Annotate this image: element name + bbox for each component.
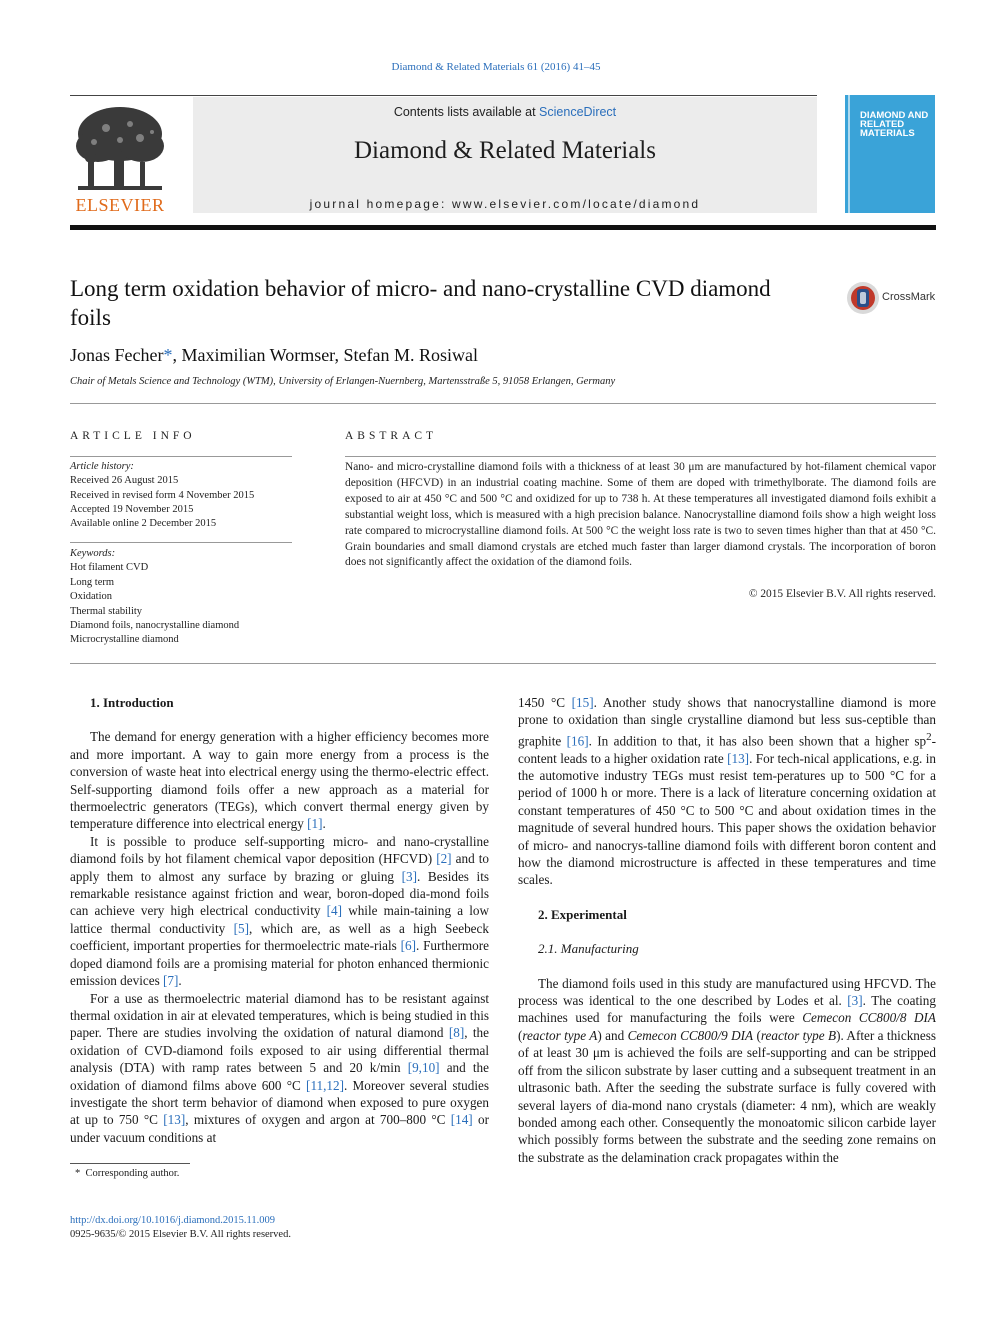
text: It is possible to produce self-supporting micro- and nano-crystalline diamond foils by hot filament chemical vapor deposition (HFCVD) bbox=[70, 833, 489, 867]
citation-link[interactable]: [7] bbox=[163, 973, 179, 989]
footnote-mark: * bbox=[75, 1168, 81, 1179]
text: . Another study shows that nanocrystalline diamond is more prone to oxidation than single crystalline diamond but less sus-ceptible than graphite bbox=[518, 695, 936, 749]
journal-cover-thumbnail[interactable] bbox=[845, 95, 935, 213]
crossmark-label: CrossMark bbox=[882, 291, 936, 303]
elsevier-wordmark: ELSEVIER bbox=[75, 195, 165, 215]
article-info-rule bbox=[70, 456, 292, 457]
citation-link[interactable]: [3] bbox=[401, 868, 418, 884]
subsection-heading-manufacturing: 2.1. Manufacturing bbox=[538, 941, 639, 957]
journal-title: Diamond & Related Materials bbox=[353, 137, 656, 164]
homepage-url-link[interactable]: www.elsevier.com/locate/diamond bbox=[452, 197, 701, 211]
text: ( bbox=[753, 1027, 761, 1043]
citation-link[interactable]: [3] bbox=[847, 993, 863, 1009]
citation-link[interactable]: [9,10] bbox=[407, 1060, 440, 1076]
section-heading-introduction: 1. Introduction bbox=[90, 695, 174, 710]
text: Cemecon CC800/9 DIA bbox=[627, 1027, 754, 1043]
crossmark-icon bbox=[846, 280, 880, 316]
journal-reference-link[interactable]: Diamond & Related Materials 61 (2016) 41–45 bbox=[391, 61, 601, 73]
paragraph bbox=[70, 728, 489, 832]
abstract-rule bbox=[345, 456, 936, 457]
paragraph bbox=[518, 694, 936, 889]
text: . In addition to that, it has also been shown that a higher sp bbox=[588, 733, 927, 749]
keywords bbox=[70, 547, 310, 648]
keyword: Microcrystalline diamond bbox=[70, 634, 179, 646]
citation-link[interactable]: [2] bbox=[436, 851, 452, 867]
text: . Furthermore doped diamond foils are a promising material for photon enhanced thermionic emission devices bbox=[70, 938, 489, 989]
co-authors: , Maximilian Wormser, Stefan M. Rosiwal bbox=[172, 345, 478, 365]
cover-stripe bbox=[848, 95, 850, 213]
keywords-label: Keywords: bbox=[70, 548, 116, 559]
text: . The coating machines used for manufacturing the foils were bbox=[518, 993, 936, 1026]
text: ) and bbox=[597, 1027, 628, 1043]
text: For a use as thermoelectric material diamond has to be resistant against thermal oxidation in air at elevated temperatures, which is being studied in this paper. There are studies involving the oxidation of natural diamond bbox=[70, 990, 489, 1041]
text: ). After a thickness of at least 30 μm is achieved the foils are self-supporting and can be stripped off from the silicon substrate by laser cutting and a subsequent treatment in an ultrasonic bath. After the seeding the substrate surface is fully covered with several layers of dia-mond nano crystals (diameter: 4 nm), which are weakly bonded among each other. Consequently the monoatomic silicon carbide layer which possibly forms between the substrate and the seeding zone remains on the substrate as the delamination crack propagates within the bbox=[518, 1027, 936, 1165]
sciencedirect-link[interactable]: ScienceDirect bbox=[539, 105, 617, 119]
text: . Besides its remarkable resistance against friction and wear, boron-doped dia-mond foils can achieve very high electrical conductivity bbox=[70, 868, 489, 919]
header-bottom-rule bbox=[70, 225, 936, 230]
text: reactor type B bbox=[760, 1027, 837, 1043]
history-online: Available online 2 December 2015 bbox=[70, 518, 217, 530]
abstract-heading: ABSTRACT bbox=[345, 430, 438, 442]
paragraph bbox=[70, 833, 489, 990]
cover-title: DIAMOND AND RELATED MATERIALS bbox=[860, 110, 929, 139]
homepage-prefix: journal homepage: bbox=[309, 197, 453, 211]
doi-link[interactable]: http://dx.doi.org/10.1016/j.diamond.2015.11.009 bbox=[70, 1215, 276, 1226]
affiliation: Chair of Metals Science and Technology (WTM), University of Erlangen-Nuernberg, Martensstraße 5, 91058 Erlangen, Germany bbox=[70, 376, 616, 387]
author-list bbox=[70, 345, 478, 366]
footnote-text: Corresponding author. bbox=[85, 1168, 180, 1179]
citation-link[interactable]: [8] bbox=[448, 1025, 465, 1041]
citation-link[interactable]: [14] bbox=[450, 1112, 473, 1128]
paragraph bbox=[518, 975, 936, 1166]
text: . bbox=[322, 816, 326, 832]
keyword: Diamond foils, nanocrystalline diamond bbox=[70, 620, 240, 632]
text: and to apply them to almost any surface by brazing or gluing bbox=[70, 851, 489, 884]
keywords-rule bbox=[70, 542, 292, 543]
header-rule bbox=[70, 95, 817, 96]
citation-link[interactable]: [13] bbox=[727, 750, 750, 766]
text: and the oxidation of diamond films above 600 °C bbox=[70, 1060, 489, 1093]
superscript: 2 bbox=[926, 730, 932, 743]
text: The diamond foils used in this study are manufactured using HFCVD. The process was identical to the one described by Lodes et al. bbox=[518, 975, 936, 1009]
abstract-bottom-rule bbox=[70, 663, 936, 664]
affiliation-rule bbox=[70, 403, 936, 404]
body-column-left bbox=[70, 694, 489, 1146]
abstract-text: Nano- and micro-crystalline diamond foils with a thickness of at least 30 μm are manufactured by hot-filament chemical vapor deposition (HFCVD) in an industrial coating machine. Some of them are doped with trimethylborate. The diamond foils are exposed to air at 450 °C and 500 °C and oxidized for up to 738 h. At these temperatures all investigated diamond foils exhibit a substantial weight loss, which is measured with a high precision balance. Nanocrystalline diamond foils show a high weight loss rate compared to microcrystalline diamond foils. At 500 °C the weight loss rate is two to seven times higher than that at 450 °C. Grain boundaries and small diamond crystals are etched much faster than larger diamond crystals. The incorporation of boron does not significantly affect the oxidation of the diamond foils. bbox=[345, 461, 936, 569]
issn-copyright: 0925-9635/© 2015 Elsevier B.V. All rights reserved. bbox=[70, 1229, 291, 1240]
text: , mixtures of oxygen and argon at 700–800 °C bbox=[185, 1112, 451, 1128]
text: while main-taining a low lattice thermal conductivity bbox=[70, 903, 489, 936]
section-heading-experimental: 2. Experimental bbox=[538, 906, 627, 922]
text: ( bbox=[518, 1027, 523, 1043]
citation-link[interactable]: [1] bbox=[307, 816, 323, 832]
history-label: Article history: bbox=[70, 461, 134, 472]
text: or under vacuum conditions at bbox=[70, 1112, 489, 1145]
citation-link[interactable]: [5] bbox=[233, 920, 249, 936]
text: . bbox=[178, 973, 182, 989]
citation-link[interactable]: [16] bbox=[566, 733, 589, 749]
author-name: Jonas Fecher bbox=[70, 345, 164, 365]
paragraph bbox=[70, 990, 489, 1147]
keyword: Oxidation bbox=[70, 591, 112, 603]
text: , which are, as well as a high Seebeck coefficient, important properties for thermoelectric mate-rials bbox=[70, 920, 489, 954]
contents-prefix: Contents lists available at bbox=[393, 105, 540, 119]
body-column-right bbox=[518, 694, 936, 1166]
citation-link[interactable]: [13] bbox=[163, 1112, 186, 1128]
text: . Moreover several studies investigate the short term behavior of diamond when exposed to pure oxygen at up to 750 °C bbox=[70, 1077, 489, 1128]
keyword: Thermal stability bbox=[70, 605, 143, 617]
journal-homepage bbox=[193, 197, 817, 211]
text: 1450 °C bbox=[518, 695, 572, 710]
footnote-rule bbox=[70, 1163, 190, 1164]
history-accepted: Accepted 19 November 2015 bbox=[70, 503, 194, 515]
article-history bbox=[70, 460, 300, 531]
text: reactor type A bbox=[522, 1027, 598, 1043]
text: , the oxidation of CVD-diamond foils exposed to air using differential thermal analysis (DTA) with ramp rates between 5 and 20 k/min bbox=[70, 1025, 489, 1076]
text: The demand for energy generation with a higher efficiency becomes more and more important. A way to gain more energy from a process is the conversion of waste heat into electrical energy using the thermo-electric effect. Self-supporting diamond foils offer a new approach as a material for thermoelectric generators (TEGs), which convert thermal energy given by temperature difference into electrical energy bbox=[70, 729, 489, 832]
keyword: Hot filament CVD bbox=[70, 562, 149, 574]
corresponding-author-mark[interactable]: * bbox=[163, 345, 173, 365]
crossmark-badge[interactable] bbox=[846, 280, 938, 316]
history-revised: Received in revised form 4 November 2015 bbox=[70, 489, 255, 501]
contents-line bbox=[193, 105, 817, 119]
citation-link[interactable]: [4] bbox=[326, 903, 343, 919]
keyword: Long term bbox=[70, 576, 115, 588]
footnote bbox=[75, 1168, 179, 1179]
text: -content leads to a higher oxidation rate bbox=[518, 733, 936, 766]
article-title: Long term oxidation behavior of micro- and nano-crystalline CVD diamond foils bbox=[70, 276, 771, 330]
history-received: Received 26 August 2015 bbox=[70, 475, 179, 487]
citation-link[interactable]: [6] bbox=[400, 938, 416, 954]
citation-link[interactable]: [15] bbox=[571, 695, 594, 710]
abstract-copyright: © 2015 Elsevier B.V. All rights reserved. bbox=[748, 588, 936, 600]
citation-link[interactable]: [11,12] bbox=[306, 1077, 345, 1093]
text: . For tech-nical applications, e.g. in the automotive industry TEGs must resist tem-peratures up to 500 °C for a period of 1000 h or more. There is a lack of literature concerning oxidation at constant temperatures of 450 °C to 500 °C and about oxidation times in the magnitude of several hundred hours. This paper shows the oxidation behavior of micro- and nanocrys-talline diamond foils with different boron content and how the diamond microstructure is affected in these temperatures and time scales. bbox=[518, 750, 936, 888]
text: Cemecon CC800/8 DIA bbox=[802, 1010, 936, 1026]
article-info-heading: ARTICLE INFO bbox=[70, 430, 196, 442]
